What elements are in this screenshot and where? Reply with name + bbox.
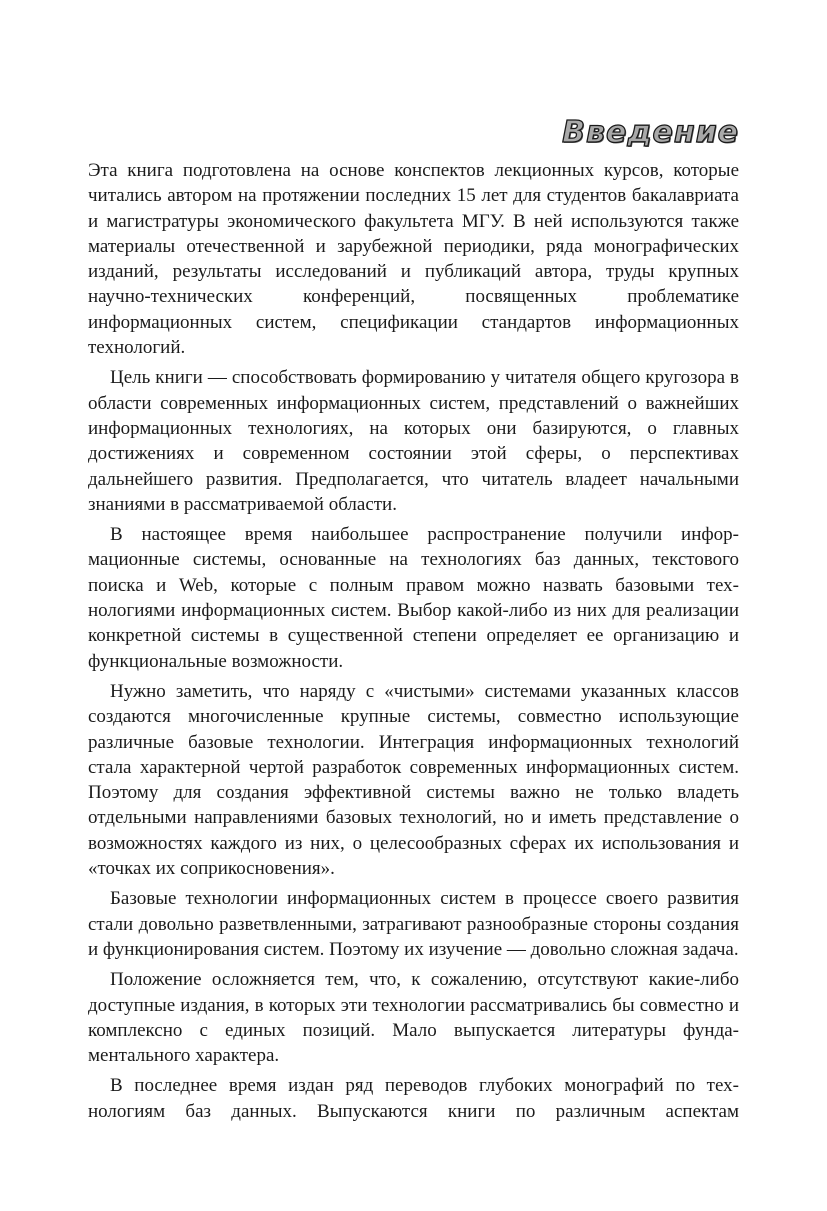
paragraph: В настоящее время наибольшее распространение получили информационные системы, основанные на технологиях баз данных, текстового поиска и Web, которые с полным правом можно назвать базовыми технологиями информационных систем. Выбор какой-либо из них для реализации конкретной системы в существенной степени определяет ее организацию и функциональные возможности. xyxy=(88,524,739,672)
paragraph: Положение осложняется тем, что, к сожалению, отсутствуют какие-либо доступные издания, в которых эти технологии рассматривались бы совместно и комплексно с единых позиций. Мало выпускается литературы фундаментального характера. xyxy=(88,969,739,1067)
document-page xyxy=(88,0,739,1211)
chapter-heading: Введение xyxy=(562,115,739,150)
paragraph: Базовые технологии информационных систем в процессе своего развития стали довольно разветвленными, затрагивают разнообразные стороны создания и функционирования систем. Поэтому их изучение — довольно сложная задача. xyxy=(88,888,739,960)
paragraph: Эта книга подготовлена на основе конспектов лекционных курсов, которые читались автором на протяжении последних 15 лет для студентов бакалавриата и магистратуры экономического факультета МГУ. В ней используются также материалы отечественной и зарубежной периодики, ряда монографических изданий, результаты исследований и публикаций автора, труды крупных научно-технических конференций, посвященных проблематике информационных систем, спецификации стандартов информационных технологий. xyxy=(88,160,739,359)
paragraph: Цель книги — способствовать формированию у читателя общего кругозора в области современных информационных систем, представлений о важнейших информационных технологиях, на которых они базируются, о главных достижениях и современном состоянии этой сферы, о перспективах дальнейшего развития. Предполагается, что читатель владеет начальными знаниями в рассматриваемой области. xyxy=(88,367,739,515)
body-text xyxy=(88,158,739,1129)
paragraph: В последнее время издан ряд переводов глубоких монографий по технологиям баз данных. Выпускаются книги по различным аспектам xyxy=(88,1075,739,1122)
paragraph: Нужно заметить, что наряду с «чистыми» системами указанных классов создаются многочисленные крупные системы, совместно использующие различные базовые технологии. Интеграция информационных технологий стала характерной чертой разработок современных информационных систем. Поэтому для создания эффективной системы важно не только владеть отдельными направлениями базовых технологий, но и иметь представление о возможностях каждого из них, о целесообразных сферах их использования и «точках их соприкосновения». xyxy=(88,680,739,880)
